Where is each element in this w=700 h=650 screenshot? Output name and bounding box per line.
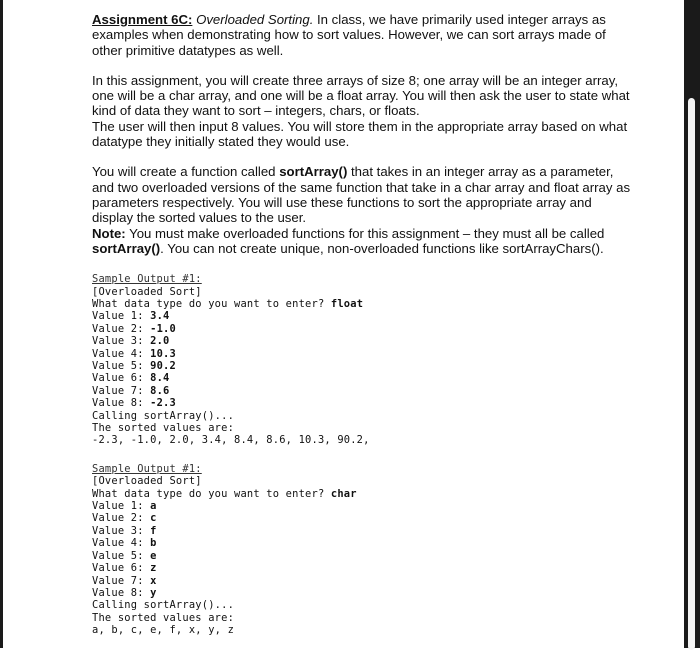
- assignment-document: [92, 12, 632, 637]
- assignment-intro-text: In class, we have primarily used integer arrays as examples when demonstrating how to sort values. However, we can sort arrays made of other primitive datatypes as well.: [92, 12, 606, 58]
- value-label: Value 8:: [92, 586, 151, 599]
- value-label: Value 7:: [92, 384, 151, 397]
- value-line: [92, 323, 632, 335]
- value-label: Value 2:: [92, 512, 151, 525]
- value-entry: 90.2: [150, 360, 176, 372]
- sample-output-1-sorted-label: The sorted values are:: [92, 422, 235, 435]
- assignment-intro-paragraph: [92, 12, 632, 58]
- sample-output-2-program: [Overloaded Sort]: [92, 475, 202, 488]
- prompt-text: What data type do you want to enter?: [92, 297, 331, 310]
- value-entry: 8.4: [150, 372, 170, 385]
- value-entry: c: [150, 512, 157, 525]
- sample-output-1: [92, 273, 632, 447]
- value-line: [92, 310, 632, 322]
- assignment-label: Assignment 6C:: [92, 12, 193, 27]
- value-entry: -2.3: [150, 397, 176, 410]
- value-entry: z: [150, 562, 157, 575]
- sample-output-2: [92, 463, 632, 637]
- value-label: Value 6:: [92, 562, 151, 575]
- value-entry: 8.6: [150, 384, 170, 397]
- sample-output-2-sorted-label: The sorted values are:: [92, 611, 235, 624]
- value-entry: -1.0: [150, 322, 176, 335]
- sample-output-1-prompt-line: [92, 298, 632, 310]
- req-function-name: sortArray(): [279, 164, 348, 180]
- value-label: Value 5:: [92, 360, 151, 372]
- window-left-edge: [0, 0, 3, 648]
- value-line: [92, 562, 632, 574]
- value-line: [92, 575, 632, 587]
- value-line: [92, 348, 632, 360]
- function-requirements-paragraph: [92, 164, 632, 256]
- sample-output-1-calling: Calling sortArray()...: [92, 409, 235, 422]
- sample-output-2-header: Sample Output #1:: [92, 462, 202, 475]
- prompt-text: What data type do you want to enter?: [92, 487, 331, 500]
- value-line: [92, 397, 632, 409]
- req-text-post: that takes in an integer array as a parameter, and two overloaded versions of the same function that take in a char array and float array as parameters respectively. You will use these functions to sort the appropriate array and display the sorted values to the user.: [92, 164, 631, 226]
- scrollbar-thumb[interactable]: [688, 98, 695, 650]
- req-text-pre: You will create a function called: [92, 164, 280, 180]
- value-entry: e: [150, 549, 157, 562]
- value-entry: x: [150, 574, 157, 587]
- value-entry: b: [150, 537, 157, 550]
- value-line: [92, 512, 632, 524]
- value-entry: f: [150, 524, 157, 537]
- instructions-paragraph-a: In this assignment, you will create three arrays of size 8; one array will be an integer array, one will be a char array, and one will be a float array. You will then ask the user to state what kind of data they want to sort – integers, chars, or floats.: [92, 72, 630, 119]
- sample-output-1-sorted-values: -2.3, -1.0, 2.0, 3.4, 8.4, 8.6, 10.3, 90.2,: [92, 434, 370, 447]
- value-label: Value 2:: [92, 322, 151, 335]
- sample-output-2-sorted-values: a, b, c, e, f, x, y, z: [92, 624, 235, 637]
- value-entry: 2.0: [150, 335, 170, 348]
- note-text: You must make overloaded functions for this assignment – they must all be called: [125, 225, 605, 241]
- value-line: [92, 372, 632, 384]
- value-entry: 10.3: [150, 347, 176, 360]
- sample-output-2-prompt-line: [92, 488, 632, 500]
- value-line: [92, 587, 632, 599]
- value-entry: a: [150, 500, 157, 513]
- value-line: [92, 537, 632, 549]
- value-line: [92, 550, 632, 562]
- prompt-answer: float: [330, 297, 364, 310]
- value-label: Value 8:: [92, 397, 151, 410]
- value-label: Value 3:: [92, 524, 151, 537]
- value-label: Value 4:: [92, 347, 151, 360]
- value-line: [92, 525, 632, 537]
- value-entry: 3.4: [150, 310, 170, 323]
- value-line: [92, 360, 632, 372]
- value-line: [92, 385, 632, 397]
- note-label: Note:: [92, 225, 126, 241]
- sample-output-1-value-lines: [92, 310, 632, 409]
- sample-output-2-calling: Calling sortArray()...: [92, 599, 235, 612]
- value-line: [92, 500, 632, 512]
- prompt-answer: char: [330, 487, 357, 500]
- sample-output-1-header: Sample Output #1:: [92, 273, 202, 286]
- note-text-end: . You can not create unique, non-overloaded functions like sortArrayChars().: [160, 240, 604, 256]
- value-label: Value 1:: [92, 310, 151, 323]
- value-label: Value 7:: [92, 574, 151, 587]
- value-label: Value 4:: [92, 537, 151, 550]
- value-line: [92, 335, 632, 347]
- sample-output-2-value-lines: [92, 500, 632, 599]
- vertical-scrollbar[interactable]: [684, 0, 700, 648]
- instructions-paragraph-b: The user will then input 8 values. You will store them in the appropriate array based on what datatype they initially stated they would use.: [92, 118, 628, 150]
- assignment-title: Overloaded Sorting.: [196, 12, 314, 27]
- value-label: Value 1:: [92, 500, 151, 513]
- value-label: Value 5:: [92, 549, 151, 562]
- value-label: Value 3:: [92, 335, 151, 348]
- note-function-name: sortArray(): [92, 240, 161, 256]
- value-label: Value 6:: [92, 372, 151, 385]
- sample-output-1-program: [Overloaded Sort]: [92, 285, 202, 298]
- value-entry: y: [150, 586, 157, 599]
